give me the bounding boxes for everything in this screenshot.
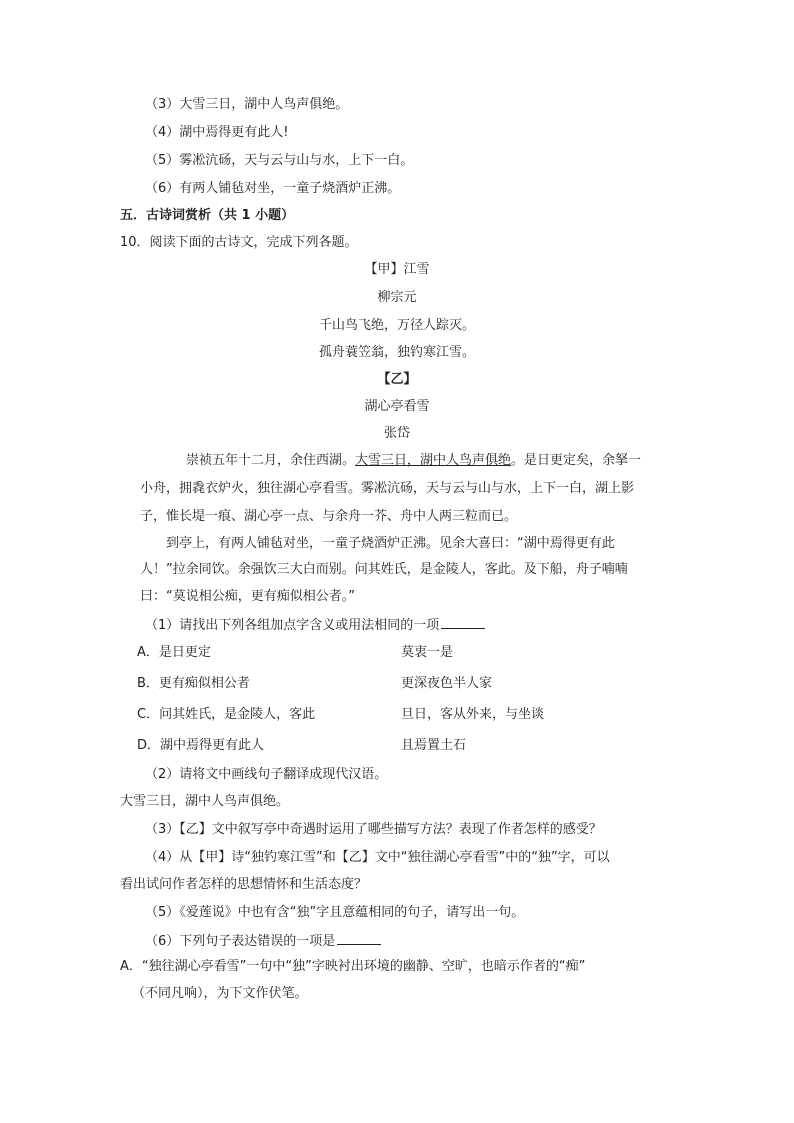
poem-jia-author: 柳宗元 [377, 290, 417, 305]
q6-stem-text: （6）下列句子表达错误的一项是 [145, 934, 336, 949]
prose-p1-line-3: 子，惟长堤一痕、湖心亭一点、与余舟一芥、舟中人两三粒而已。 [140, 509, 518, 524]
q1-option-d-right: 且焉置土石 [401, 738, 467, 753]
prose-p1-a: 崇祯五年十二月，余住西湖。 [186, 453, 356, 468]
q4-line-2: 看出试问作者怎样的思想情怀和生活态度？ [120, 877, 368, 892]
q1-option-a-left: A．是日更定 [137, 645, 211, 660]
poem-yi-title: 湖心亭看雪 [364, 399, 430, 414]
poem-yi-author: 张岱 [383, 426, 410, 441]
q1-option-a-right: 莫衷一是 [401, 645, 454, 660]
prose-p2-line-2: 人！”拉余同饮。余强饮三大白而别。问其姓氏，是金陵人，客此。及下船，舟子喃喃 [140, 562, 628, 577]
underlined-sentence: 大雪三日，湖中人鸟声俱绝 [355, 453, 512, 468]
q1-option-d-left: D．湖中焉得更有此人 [137, 738, 265, 753]
prose-p2-line-1: 到亭上，有两人铺毡对坐，一童子烧酒炉正沸。见余大喜曰：“湖中焉得更有此 [166, 536, 615, 551]
q6-stem [145, 932, 381, 950]
q2-sentence: 大雪三日，湖中人鸟声俱绝。 [120, 794, 290, 809]
prev-item-6: （6）有两人铺毡对坐，一童子烧酒炉正沸。 [145, 181, 401, 196]
prose-p1-line-2: 小舟，拥毳衣炉火，独往湖心亭看雪。雾凇沆砀，天与云与山与水，上下一白，湖上影 [140, 481, 635, 496]
q1-stem-text: （1）请找出下列各组加点字含义或用法相同的一项 [145, 618, 440, 633]
q1-option-b-right: 更深夜色半人家 [401, 676, 493, 691]
q6-option-a-line-2: （不同凡响），为下文作伏笔。 [132, 986, 308, 1001]
q1-stem [145, 616, 485, 634]
prev-item-4: （4）湖中焉得更有此人! [145, 125, 289, 140]
q2-stem: （2）请将文中画线句子翻译成现代汉语。 [145, 767, 388, 782]
prose-p1-line-1 [186, 453, 641, 469]
q1-option-b-left: B．更有痴似相公者 [137, 676, 250, 691]
prev-item-3: （3）大雪三日，湖中人鸟声俱绝。 [145, 97, 349, 112]
section-title: 五．古诗词赏析（共 1 小题） [120, 208, 295, 223]
prose-p1-b: 。是日更定矣，余拏一 [511, 453, 642, 468]
q1-option-c-right: 旦日，客从外来，与坐谈 [401, 707, 545, 722]
prev-item-5: （5）雾凇沆砀，天与云与山与水，上下一白。 [145, 153, 414, 168]
q5: （5）《爱莲说》中也有含“独”字且意蕴相同的句子，请写出一句。 [145, 905, 525, 920]
q6-option-a-line-1: A．“独往湖心亭看雪”一句中“独”字映衬出环境的幽静、空旷，也暗示作者的“痴” [120, 959, 586, 974]
poem-yi-marker: 【乙】 [377, 372, 417, 387]
q3: （3）【乙】文中叙写亭中奇遇时运用了哪些描写方法？表现了作者怎样的感受？ [145, 822, 602, 837]
answer-blank-q6[interactable] [337, 932, 381, 945]
prose-p2-line-3: 曰：“莫说相公痴，更有痴似相公者。” [140, 589, 355, 604]
question-intro: 10．阅读下面的古诗文，完成下列各题。 [120, 235, 358, 250]
poem-jia-line-2: 孤舟蓑笠翁，独钓寒江雪。 [318, 345, 475, 360]
q4-line-1: （4）从【甲】诗“独钓寒江雪”和【乙】文中“独往湖心亭看雪”中的“独”字，可以 [145, 850, 610, 865]
poem-jia-title: 【甲】江雪 [364, 262, 430, 277]
answer-blank[interactable] [441, 616, 485, 629]
poem-jia-line-1: 千山鸟飞绝，万径人踪灭。 [318, 318, 475, 333]
q1-option-c-left: C．问其姓氏，是金陵人，客此 [137, 707, 316, 722]
